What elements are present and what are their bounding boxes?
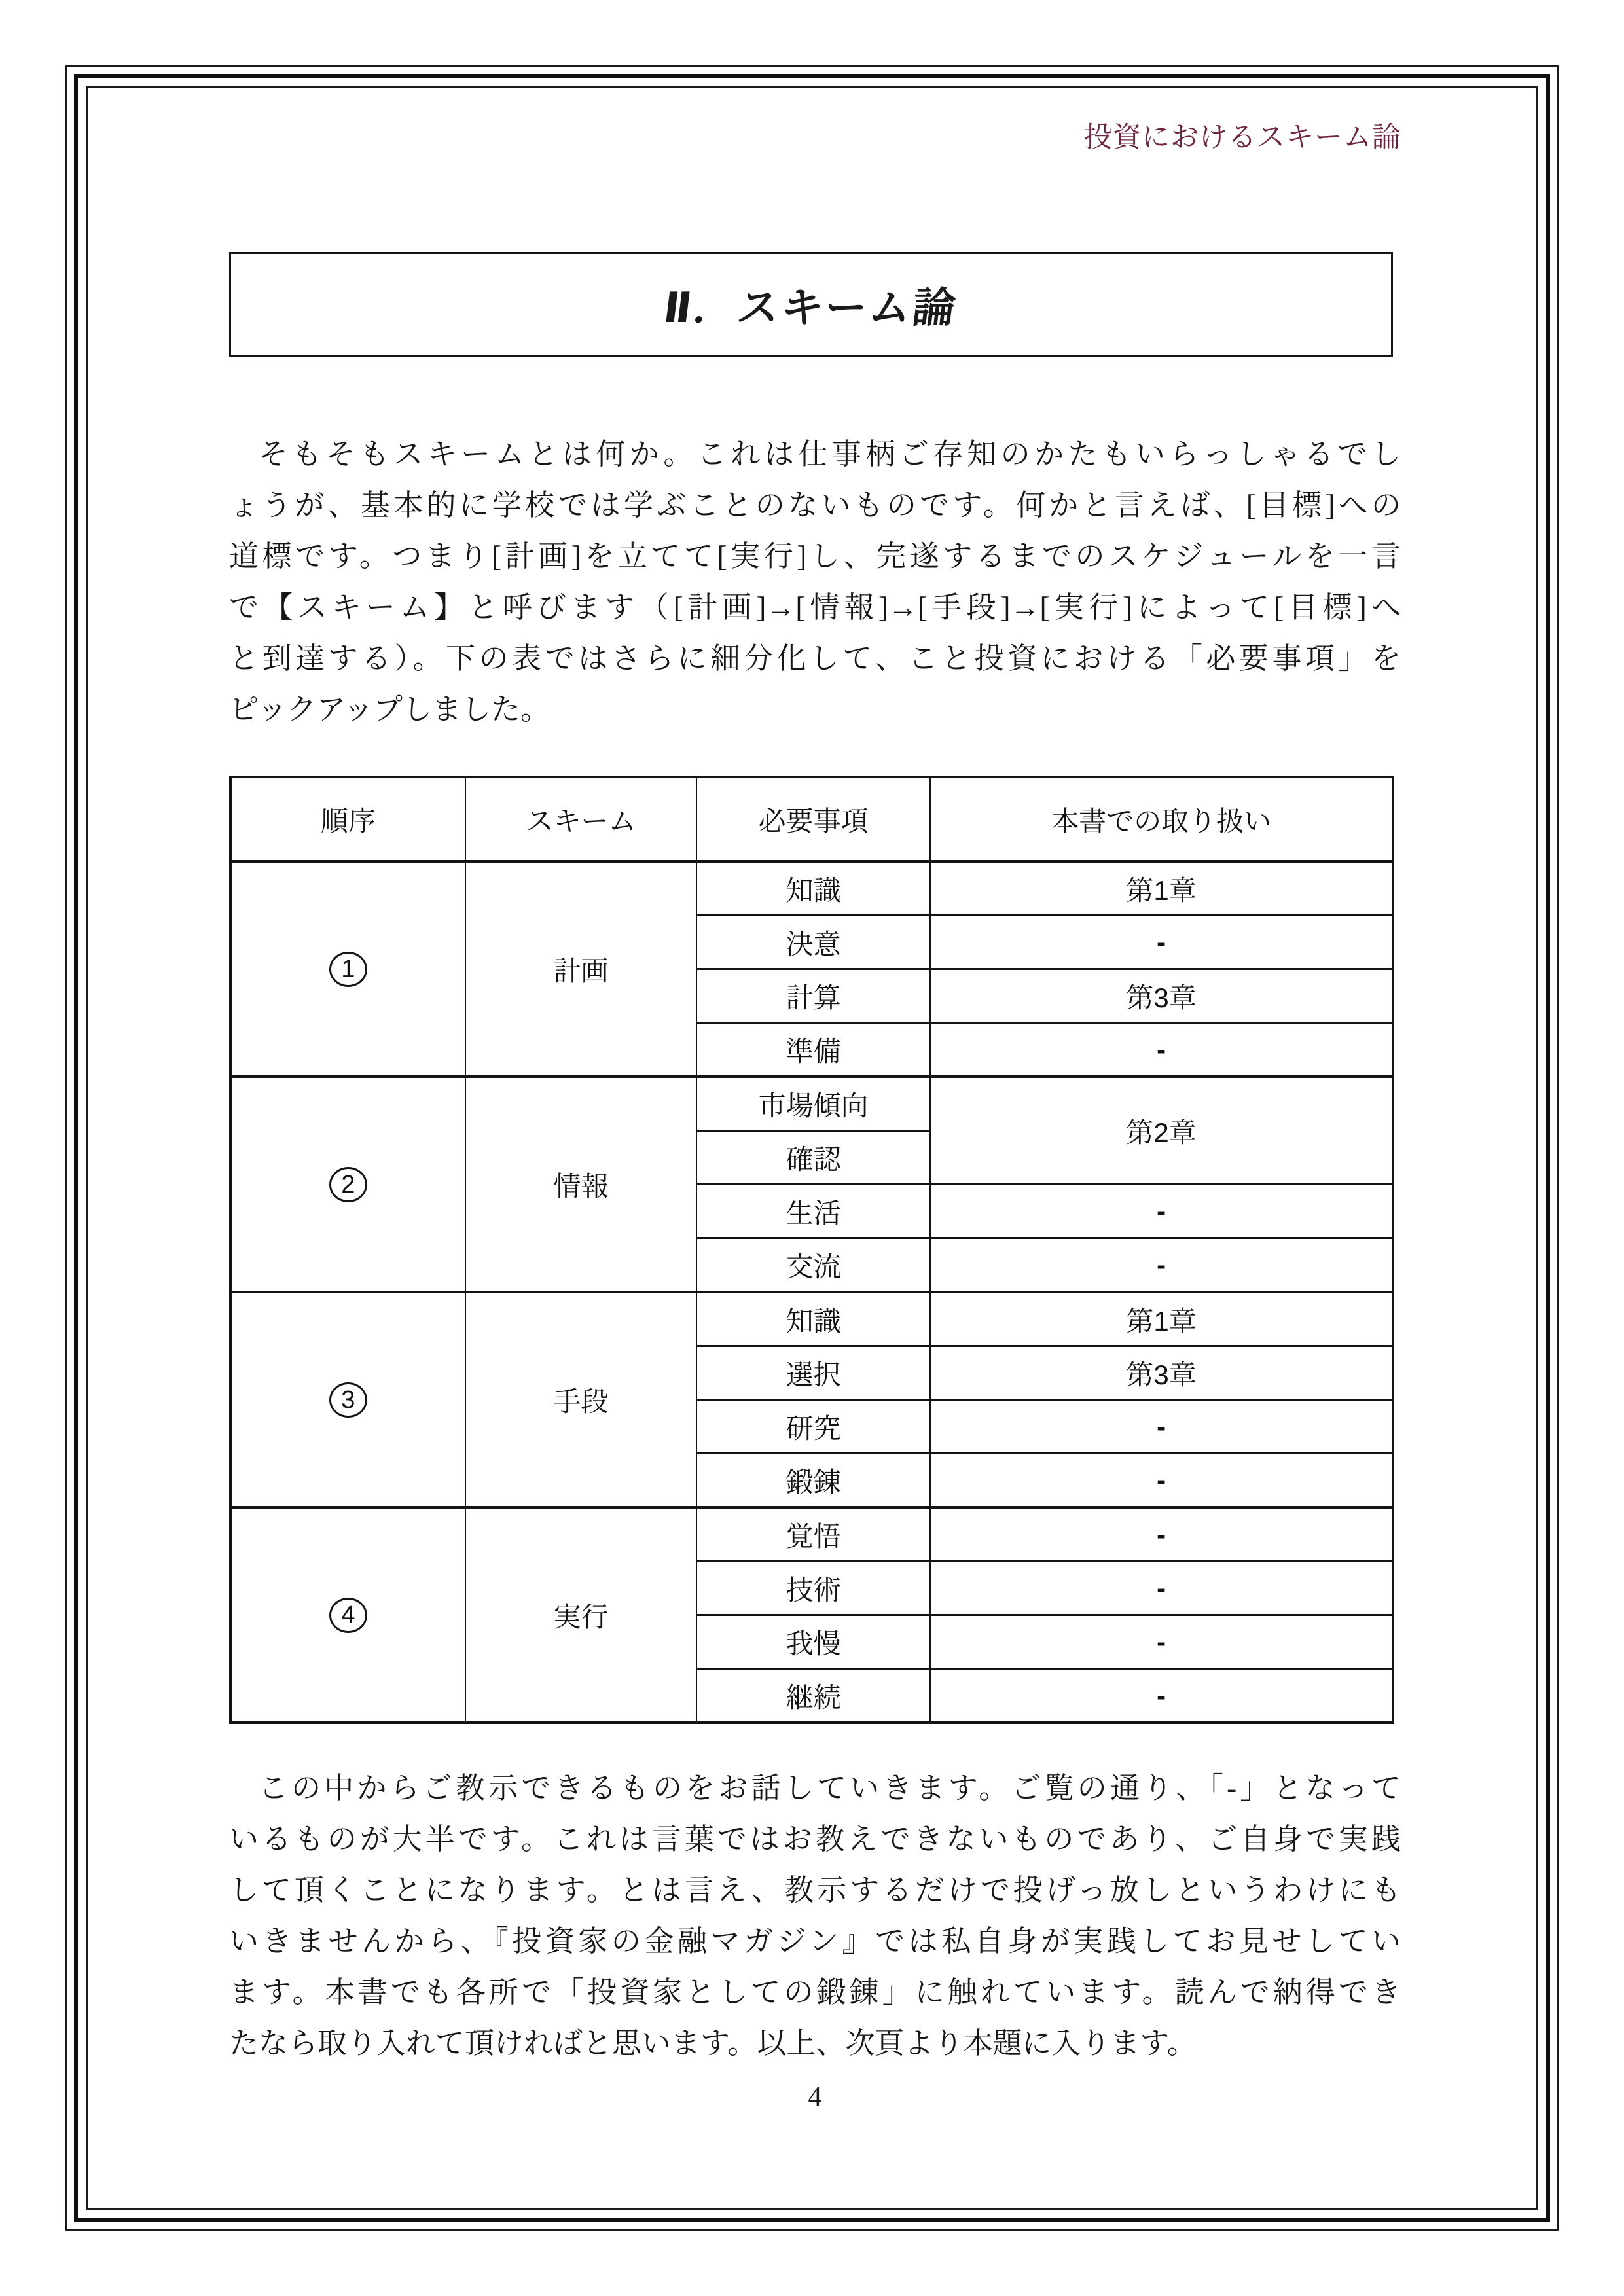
paragraph-intro <box>229 429 1401 735</box>
paragraph-line: たなら取り入れて頂ければと思います。以上、次頁より本題に入ります。 <box>229 2027 1197 2060</box>
table-row <box>230 861 1393 916</box>
treatment-cell: 第1章 <box>930 1292 1393 1346</box>
requirement-cell: 我慢 <box>696 1615 930 1669</box>
paragraph-line: ピックアップしました。 <box>229 693 550 726</box>
column-header-requirements: 必要事項 <box>696 777 930 861</box>
paragraph-line: ょうが、基本的に学校では学ぶことのないものです。何かと言えば、[目標]への <box>229 489 1401 522</box>
column-header-order: 順序 <box>230 777 465 861</box>
scheme-table-body <box>230 861 1393 1723</box>
table-header-row <box>230 777 1393 861</box>
paragraph-line: 道標です。つまり[計画]を立てて[実行]し、完遂するまでのスケジュールを一言 <box>229 540 1401 573</box>
paragraph-line: で【スキーム】と呼びます（[計画]→[情報]→[手段]→[実行]によって[目標]へ <box>229 591 1401 624</box>
section-title-box <box>229 252 1393 357</box>
running-header: 投資におけるスキーム論 <box>1084 122 1401 153</box>
requirement-cell: 知識 <box>696 1292 930 1346</box>
section-title: Ⅱ．スキーム論 <box>661 284 960 331</box>
paragraph-line: して頂くことになります。とは言え、教示するだけで投げっ放しというわけにも <box>229 1874 1401 1907</box>
scheme-cell: 実行 <box>465 1507 696 1723</box>
requirement-cell: 覚悟 <box>696 1507 930 1562</box>
treatment-cell: - <box>930 1023 1393 1077</box>
treatment-cell: - <box>930 1562 1393 1615</box>
requirement-cell: 技術 <box>696 1562 930 1615</box>
treatment-cell: 第1章 <box>930 861 1393 916</box>
table-row <box>230 1507 1393 1562</box>
order-cell <box>230 1077 465 1292</box>
circled-number: 2 <box>329 1167 367 1202</box>
requirement-cell: 市場傾向 <box>696 1077 930 1131</box>
paragraph-line: いきませんから、『投資家の金融マガジン』では私自身が実践してお見せしてい <box>229 1925 1401 1958</box>
treatment-cell: - <box>930 1400 1393 1454</box>
requirement-cell: 選択 <box>696 1346 930 1400</box>
circled-number: 3 <box>329 1382 367 1418</box>
requirement-cell: 計算 <box>696 969 930 1023</box>
treatment-cell: - <box>930 1454 1393 1508</box>
table-row <box>230 1077 1393 1131</box>
treatment-cell: 第3章 <box>930 1346 1393 1400</box>
requirement-cell: 継続 <box>696 1669 930 1723</box>
requirement-cell: 決意 <box>696 916 930 969</box>
order-cell <box>230 861 465 1077</box>
scheme-cell: 計画 <box>465 861 696 1077</box>
requirement-cell: 生活 <box>696 1185 930 1238</box>
paragraph-line: この中からご教示できるものをお話していきます。ご覧の通り、「-」となって <box>259 1772 1401 1804</box>
order-cell <box>230 1507 465 1723</box>
order-cell <box>230 1292 465 1507</box>
circled-number: 1 <box>329 952 367 987</box>
treatment-cell: - <box>930 1507 1393 1562</box>
requirement-cell: 確認 <box>696 1131 930 1185</box>
requirement-cell: 鍛錬 <box>696 1454 930 1508</box>
treatment-cell: - <box>930 1615 1393 1669</box>
scheme-table <box>229 776 1394 1724</box>
column-header-treatment: 本書での取り扱い <box>930 777 1393 861</box>
treatment-cell: - <box>930 916 1393 969</box>
requirement-cell: 研究 <box>696 1400 930 1454</box>
treatment-cell: - <box>930 1669 1393 1723</box>
requirement-cell: 知識 <box>696 861 930 916</box>
requirement-cell: 準備 <box>696 1023 930 1077</box>
paragraph-line: そもそもスキームとは何か。これは仕事柄ご存知のかたもいらっしゃるでし <box>259 438 1401 471</box>
requirement-cell: 交流 <box>696 1238 930 1293</box>
column-header-scheme: スキーム <box>465 777 696 861</box>
paragraph-outro <box>229 1763 1401 2069</box>
scheme-cell: 情報 <box>465 1077 696 1292</box>
page-number: 4 <box>808 2082 822 2112</box>
table-row <box>230 1292 1393 1346</box>
scheme-cell: 手段 <box>465 1292 696 1507</box>
paragraph-line: いるものが大半です。これは言葉ではお教えできないものであり、ご自身で実践 <box>229 1823 1401 1856</box>
paragraph-line: ます。本書でも各所で「投資家としての鍛錬」に触れています。読んで納得でき <box>229 1976 1401 2009</box>
circled-number: 4 <box>329 1598 367 1633</box>
treatment-cell: 第2章 <box>930 1077 1393 1185</box>
paragraph-line: と到達する）。下の表ではさらに細分化して、こと投資における「必要事項」を <box>229 642 1401 675</box>
treatment-cell: 第3章 <box>930 969 1393 1023</box>
treatment-cell: - <box>930 1238 1393 1293</box>
treatment-cell: - <box>930 1185 1393 1238</box>
